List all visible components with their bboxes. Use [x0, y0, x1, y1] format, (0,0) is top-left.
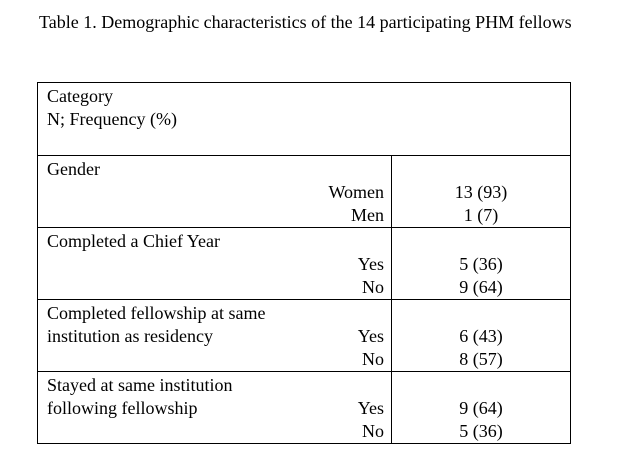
category-options — [47, 181, 384, 227]
value-text: 1 (7) — [463, 205, 499, 225]
header-frequency: N; Frequency (%) — [47, 109, 177, 129]
value-text: 8 (57) — [459, 349, 503, 369]
category-title-continued: following fellowship — [47, 398, 198, 418]
header-cell — [38, 83, 571, 156]
category-cell-stayed-institution — [38, 372, 392, 444]
values-cell-chief-year — [392, 228, 571, 300]
category-title: Stayed at same institution — [47, 375, 233, 395]
option-label: Men — [351, 205, 384, 225]
category-cell-fellowship-institution — [38, 300, 392, 372]
table-row — [38, 156, 571, 228]
category-title: Gender — [47, 159, 100, 179]
category-options — [47, 253, 384, 299]
table-row — [38, 372, 571, 444]
option-label: Yes — [357, 326, 384, 346]
table-row — [38, 228, 571, 300]
value-text: 6 (43) — [459, 326, 503, 346]
option-label: Women — [328, 182, 384, 202]
option-label: Yes — [357, 398, 384, 418]
values-cell-gender — [392, 156, 571, 228]
value-text: 9 (64) — [459, 277, 503, 297]
value-text: 5 (36) — [459, 421, 503, 441]
category-cell-gender — [38, 156, 392, 228]
category-title: Completed a Chief Year — [47, 231, 220, 251]
table-header-row — [38, 83, 571, 156]
demographics-table — [37, 82, 571, 444]
row-spacer — [47, 420, 382, 443]
category-cell-chief-year — [38, 228, 392, 300]
category-title: Completed fellowship at same — [47, 303, 266, 323]
row-spacer — [47, 348, 382, 371]
option-label: Yes — [357, 254, 384, 274]
value-text: 9 (64) — [459, 398, 503, 418]
option-label: No — [362, 421, 384, 441]
value-text: 5 (36) — [459, 254, 503, 274]
values-cell-fellowship-institution — [392, 300, 571, 372]
category-options — [358, 325, 384, 371]
option-label: No — [362, 349, 384, 369]
value-text: 13 (93) — [454, 182, 508, 202]
table-row — [38, 300, 571, 372]
category-options — [358, 397, 384, 443]
option-label: No — [362, 277, 384, 297]
category-title-continued: institution as residency — [47, 326, 213, 346]
values-cell-stayed-institution — [392, 372, 571, 444]
table-caption: Table 1. Demographic characteristics of the 14 participating PHM fellows — [39, 12, 572, 32]
header-category: Category — [47, 86, 113, 106]
